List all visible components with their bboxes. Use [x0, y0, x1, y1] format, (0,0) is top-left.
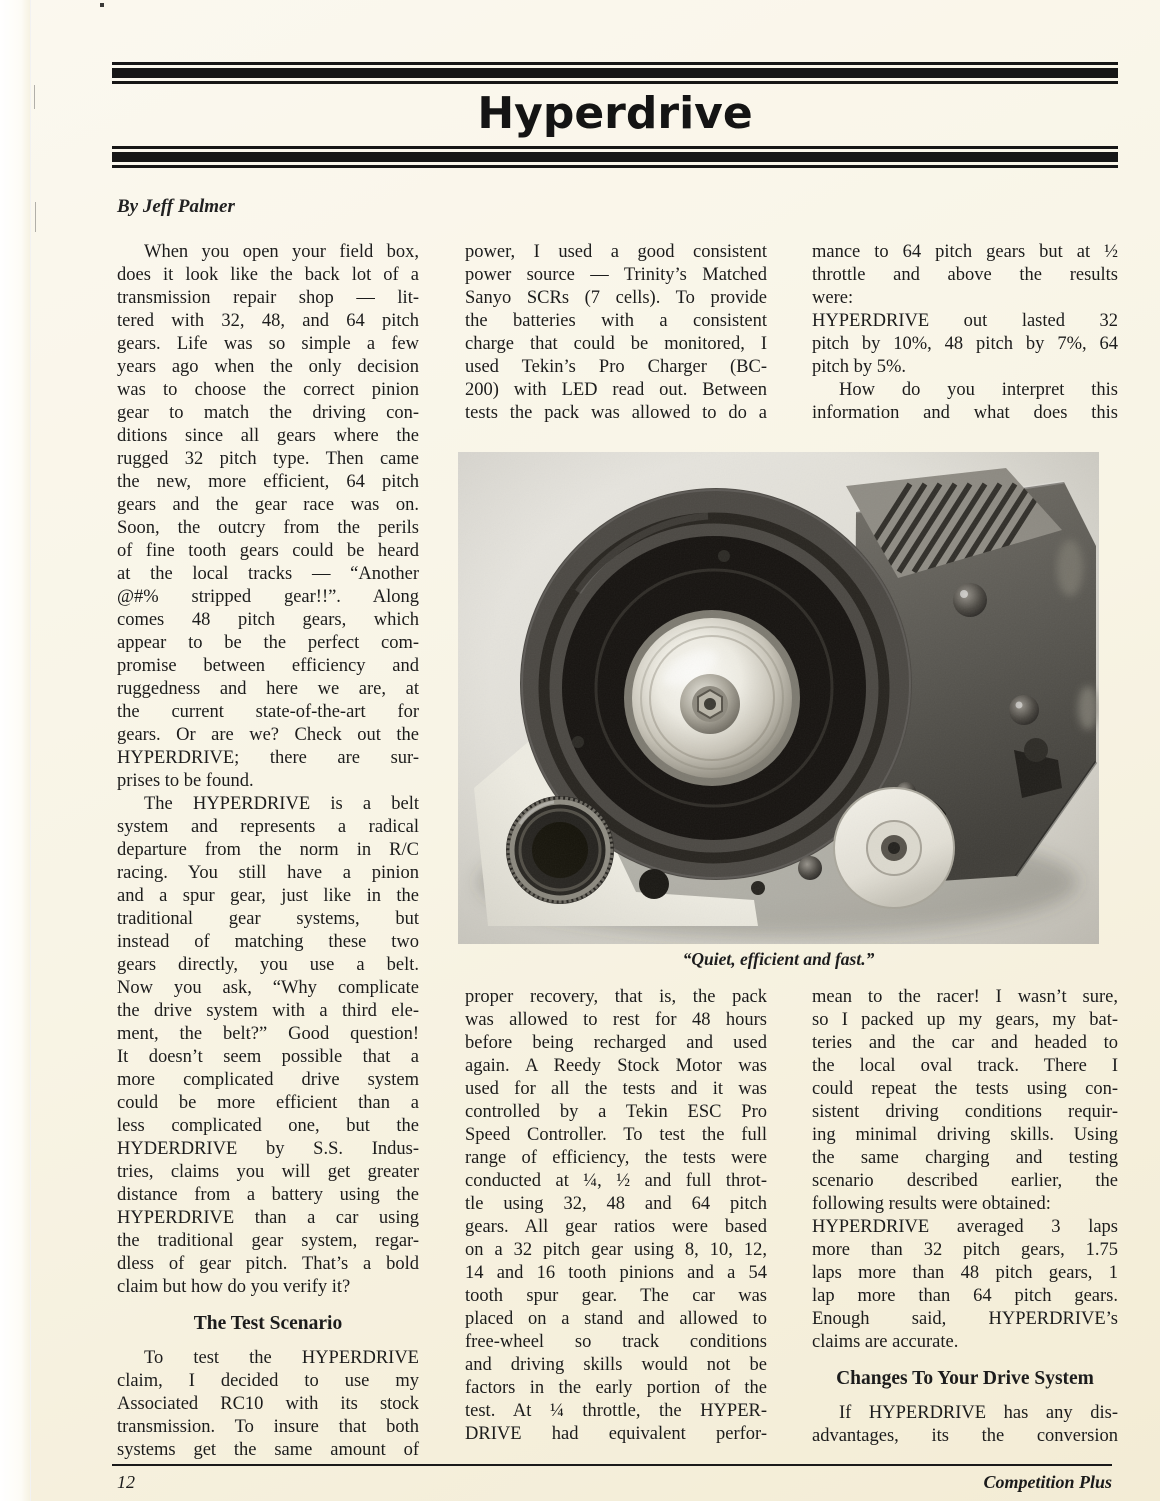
- text-line: the local oval track. There I: [812, 1056, 1118, 1076]
- text-line: pitch by 10%, 48 pitch by 7%, 64: [812, 334, 1118, 354]
- text-line: mance to 64 pitch gears but at ½: [812, 242, 1118, 262]
- text-line: tered with 32, 48, and 64 pitch: [117, 311, 419, 331]
- text-line: test. At ¼ throttle, the HYPER-: [465, 1401, 767, 1421]
- paragraph: [812, 1402, 1118, 1448]
- text-line: The HYPERDRIVE is a belt: [144, 794, 419, 814]
- text-line: HYPERDRIVE averaged 3 laps: [812, 1217, 1118, 1237]
- text-line: tests the pack was allowed to do a: [465, 403, 767, 423]
- text-line: It doesn’t seem possible that a: [117, 1047, 419, 1067]
- text-line: mean to the racer! I wasn’t sure,: [812, 987, 1118, 1007]
- text-line: teries and the car and headed to: [812, 1033, 1118, 1053]
- text-line: HYPERDRIVE than a car using: [117, 1208, 419, 1228]
- text-line: 200) with LED read out. Between: [465, 380, 767, 400]
- text-line: systems get the same amount of: [117, 1440, 419, 1460]
- text-line: laps more than 48 pitch gears, 1: [812, 1263, 1118, 1283]
- article-column-3-top: [812, 241, 1118, 425]
- text-line: departure from the norm in R/C: [117, 840, 419, 860]
- text-line: HYPERDRIVE out lasted 32: [812, 311, 1118, 331]
- footer-rule: [112, 1464, 1112, 1466]
- text-line: transmission repair shop — lit-: [117, 288, 419, 308]
- text-line: claim, I decided to use my: [117, 1371, 419, 1391]
- scan-speck: [100, 3, 104, 7]
- text-line: dless of gear pitch. That’s a bold: [117, 1254, 419, 1274]
- text-line: tooth spur gear. The car was: [465, 1286, 767, 1306]
- text-line: the current state-of-the-art for: [117, 702, 419, 722]
- text-line: prises to be found.: [117, 771, 254, 791]
- text-line: does it look like the back lot of a: [117, 265, 419, 285]
- page-edge-strip: [0, 0, 31, 1501]
- header-rule-thick-top: [112, 68, 1118, 78]
- text-line: the same charging and testing: [812, 1148, 1118, 1168]
- text-line: before being recharged and used: [465, 1033, 767, 1053]
- article-column-2-bottom: [465, 986, 767, 1446]
- text-line: @#% stripped gear!!”. Along: [117, 587, 419, 607]
- text-line: Associated RC10 with its stock: [117, 1394, 419, 1414]
- text-line: at the local tracks — “Another: [117, 564, 419, 584]
- subheader-rule-thin-bottom: [112, 165, 1118, 168]
- text-line: factors in the early portion of the: [465, 1378, 767, 1398]
- text-line: 14 and 16 tooth pinions and a 54: [465, 1263, 767, 1283]
- product-photo: [458, 452, 1099, 944]
- text-line: placed on a stand and allowed to: [465, 1309, 767, 1329]
- paragraph: [465, 241, 767, 425]
- text-line: claims are accurate.: [812, 1332, 959, 1352]
- text-line: ing minimal driving skills. Using: [812, 1125, 1118, 1145]
- article-title: Hyperdrive: [477, 88, 753, 139]
- header-rule-thin-bottom: [112, 81, 1118, 84]
- text-line: proper recovery, that is, the pack: [465, 987, 767, 1007]
- text-line: conducted at ¼, ½ and full throt-: [465, 1171, 767, 1191]
- text-line: was to choose the correct pinion: [117, 380, 419, 400]
- text-line: comes 48 pitch gears, which: [117, 610, 419, 630]
- magazine-name: Competition Plus: [983, 1472, 1112, 1492]
- text-line: on a 32 pitch gear using 8, 10, 12,: [465, 1240, 767, 1260]
- text-line: throttle and above the results: [812, 265, 1118, 285]
- text-line: and driving skills would not be: [465, 1355, 767, 1375]
- text-line: DRIVE had equivalent perfor-: [465, 1424, 767, 1444]
- byline: By Jeff Palmer: [117, 196, 235, 217]
- text-line: gears. Life was so simple a few: [117, 334, 419, 354]
- text-line: less complicated one, but the: [117, 1116, 419, 1136]
- text-line: could repeat the tests using con-: [812, 1079, 1118, 1099]
- text-line: distance from a battery using the: [117, 1185, 419, 1205]
- text-line: were:: [812, 288, 854, 308]
- text-line: could be more efficient than a: [117, 1093, 419, 1113]
- text-line: promise between efficiency and: [117, 656, 419, 676]
- film-grain: [458, 452, 1099, 944]
- photo-caption: “Quiet, efficient and fast.”: [682, 949, 875, 969]
- text-line: transmission. To insure that both: [117, 1417, 419, 1437]
- text-line: Enough said, HYPERDRIVE’s: [812, 1309, 1118, 1329]
- text-line: the batteries with a consistent: [465, 311, 767, 331]
- page-number: 12: [117, 1472, 135, 1492]
- text-line: rugged 32 pitch type. Then came: [117, 449, 419, 469]
- text-line: used for all the tests and it was: [465, 1079, 767, 1099]
- text-line: power source — Trinity’s Matched: [465, 265, 767, 285]
- text-line: pitch by 5%.: [812, 357, 907, 377]
- text-line: the drive system with a third ele-: [117, 1001, 419, 1021]
- text-line: Now you ask, “Why complicate: [117, 978, 419, 998]
- paragraph: [812, 241, 1118, 425]
- text-line: traditional gear systems, but: [117, 909, 419, 929]
- text-line: information and what does this: [812, 403, 1118, 423]
- subheader-rule-thin-top: [112, 146, 1118, 149]
- text-line: charge that could be monitored, I: [465, 334, 767, 354]
- text-line: tle using 32, 48 and 64 pitch: [465, 1194, 767, 1214]
- text-line: years ago when the only decision: [117, 357, 419, 377]
- text-line: HYDERDRIVE by S.S. Indus-: [117, 1139, 419, 1159]
- text-line: ment, the belt?” Good question!: [117, 1024, 419, 1044]
- text-line: If HYPERDRIVE has any dis-: [839, 1403, 1118, 1423]
- text-line: used Tekin’s Pro Charger (BC-: [465, 357, 767, 377]
- text-line: ruggedness and here we are, at: [117, 679, 419, 699]
- text-line: the new, more efficient, 64 pitch: [117, 472, 419, 492]
- text-line: To test the HYPERDRIVE: [144, 1348, 419, 1368]
- text-line: HYPERDRIVE; there are sur-: [117, 748, 419, 768]
- text-line: Speed Controller. To test the full: [465, 1125, 767, 1145]
- paragraph: [117, 241, 419, 793]
- text-line: ditions since all gears where the: [117, 426, 419, 446]
- paragraph: [812, 986, 1118, 1354]
- text-line: instead of matching these two: [117, 932, 419, 952]
- text-line: When you open your field box,: [144, 242, 419, 262]
- section-heading: Changes To Your Drive System: [836, 1368, 1094, 1389]
- article-column-3-bottom: [812, 986, 1118, 1448]
- section-heading: The Test Scenario: [193, 1313, 343, 1334]
- text-line: appear to be the perfect com-: [117, 633, 419, 653]
- text-line: tries, claims you will get greater: [117, 1162, 419, 1182]
- text-line: Sanyo SCRs (7 cells). To provide: [465, 288, 767, 308]
- text-line: of fine tooth gears could be heard: [117, 541, 419, 561]
- text-line: gears and the gear race was on.: [117, 495, 419, 515]
- article-column-2-top: [465, 241, 767, 425]
- text-line: advantages, its the conversion: [812, 1426, 1118, 1446]
- text-line: the traditional gear system, regar-: [117, 1231, 419, 1251]
- text-line: again. A Reedy Stock Motor was: [465, 1056, 767, 1076]
- text-line: claim but how do you verify it?: [117, 1277, 351, 1297]
- text-line: more complicated drive system: [117, 1070, 419, 1090]
- text-line: gears directly, you use a belt.: [117, 955, 419, 975]
- text-line: Soon, the outcry from the perils: [117, 518, 419, 538]
- text-line: scenario described earlier, the: [812, 1171, 1118, 1191]
- text-line: gear to match the driving con-: [117, 403, 419, 423]
- text-line: so I packed up my gears, my bat-: [812, 1010, 1118, 1030]
- paragraph: [117, 1347, 419, 1462]
- scan-mark: [35, 202, 36, 232]
- text-line: gears. Or are we? Check out the: [117, 725, 419, 745]
- article-column-1: [117, 241, 419, 1462]
- text-line: How do you interpret this: [839, 380, 1118, 400]
- text-line: system and represents a radical: [117, 817, 419, 837]
- text-line: and a spur gear, just like in the: [117, 886, 419, 906]
- text-line: lap more than 64 pitch gears.: [812, 1286, 1118, 1306]
- paragraph: [465, 986, 767, 1446]
- text-line: more than 32 pitch gears, 1.75: [812, 1240, 1118, 1260]
- text-line: racing. You still have a pinion: [117, 863, 419, 883]
- hyperdrive-unit-photo: [458, 452, 1099, 944]
- text-line: free-wheel so track conditions: [465, 1332, 767, 1352]
- text-line: following results were obtained:: [812, 1194, 1051, 1214]
- text-line: range of efficiency, the tests were: [465, 1148, 767, 1168]
- text-line: power, I used a good consistent: [465, 242, 767, 262]
- text-line: was allowed to rest for 48 hours: [465, 1010, 767, 1030]
- scan-mark: [34, 85, 35, 109]
- subheader-rule-thick: [112, 152, 1118, 162]
- text-line: controlled by a Tekin ESC Pro: [465, 1102, 767, 1122]
- header-rule-thin-top: [112, 62, 1118, 65]
- text-line: sistent driving conditions requir-: [812, 1102, 1118, 1122]
- paragraph: [117, 793, 419, 1299]
- text-line: gears. All gear ratios were based: [465, 1217, 767, 1237]
